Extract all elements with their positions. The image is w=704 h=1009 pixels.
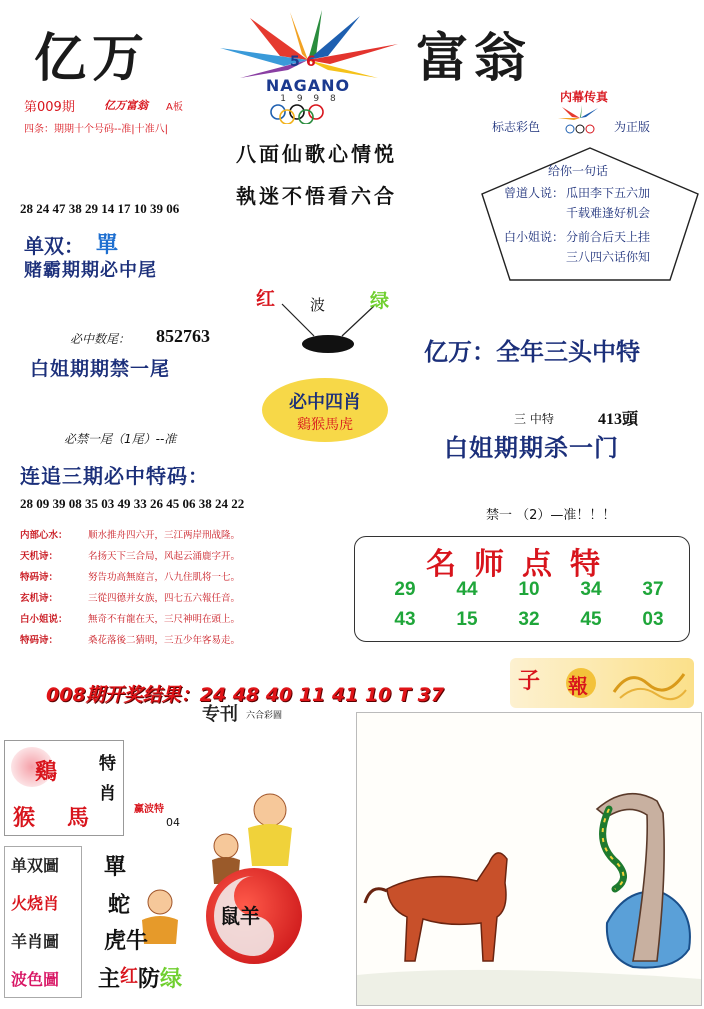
- chart-2: 火烧肖: [11, 894, 60, 913]
- couplet-line-1: 八面仙歌心情悦: [236, 142, 397, 166]
- svg-text:6: 6: [306, 54, 316, 70]
- four-zodiac-animals: 鷄猴馬虎: [297, 417, 353, 433]
- issue-rule: 四条：期期十个号码--准|十准八|: [24, 124, 168, 135]
- poem-text: 三從四德并女族，四七五六報任音。: [88, 593, 241, 604]
- odd-even-value: 單: [96, 233, 119, 258]
- poem-list: [20, 520, 340, 653]
- fax-left: 标志彩色: [492, 120, 541, 134]
- issue-brand: 亿万富翁: [104, 99, 148, 112]
- result-line: 008期开奖结果：24 48 40 11 41 10 T 37: [46, 684, 445, 706]
- magazine-title: 专刊: [202, 704, 238, 725]
- four-zodiac-title: 必中四肖: [289, 392, 361, 413]
- poem-text: 努告功高無庭言，八九住肌将一七。: [88, 572, 241, 583]
- couplet-line-2: 執迷不悟看六合: [236, 184, 397, 208]
- predict-dan: 單: [104, 855, 127, 880]
- poem-label: 白小姐说：: [20, 614, 68, 625]
- speaker-1-line-2: 千载难逢好机会: [566, 206, 651, 220]
- yin-yang-circle: [206, 868, 302, 964]
- issue-label: 第009期: [24, 100, 75, 115]
- numbers-mid: 28 09 39 08 35 03 49 33 26 45 06 38 24 22: [20, 496, 245, 511]
- must-tail-value: 852763: [156, 326, 210, 346]
- master-number: 45: [580, 609, 602, 630]
- ban-one: 禁一 （2）—准！！！: [486, 508, 616, 523]
- chart-3: 羊肖圖: [11, 932, 60, 951]
- fax-title: 内幕传真: [560, 90, 609, 104]
- master-number: 44: [456, 579, 478, 600]
- poem-text: 無奇不有龍在天，三尺神明在頭上。: [88, 614, 241, 625]
- poem-row: [20, 527, 340, 541]
- zodiac-ji: 鷄: [35, 759, 58, 785]
- logo-text: NAGANO: [265, 76, 351, 95]
- lang-badge-text: 赢波特: [134, 804, 164, 815]
- predict-shu-yang: 鼠羊: [220, 904, 260, 928]
- logo-year: 1 9 9 8: [280, 94, 340, 104]
- predict-hu-niu: 虎牛: [104, 929, 149, 954]
- small-logo-icon: [554, 104, 606, 136]
- predict-fang: 防: [138, 967, 161, 992]
- magazine-sub: 六合彩圖: [246, 711, 283, 721]
- poem-label: 内部心水：: [20, 530, 68, 541]
- zodiac-ma: 馬: [67, 805, 90, 831]
- zi-char: 子: [518, 668, 541, 694]
- tail-line: 赌霸期期必中尾: [24, 260, 157, 281]
- predict-lv: 绿: [160, 967, 183, 992]
- master-number: 43: [394, 609, 416, 630]
- lang-badge: [122, 800, 192, 832]
- magazine-header: [154, 700, 340, 724]
- zodiac-vertical: 特肖: [99, 754, 116, 804]
- zodiac-box: [4, 740, 124, 836]
- ban-tail-line: 白姐期期禁一尾: [30, 358, 171, 380]
- wave-mid: 波: [310, 296, 326, 314]
- predict-she: 蛇: [108, 893, 131, 918]
- poem-text: 桑花落後二猜明，三五少年客易走。: [88, 635, 241, 646]
- four-zodiac-badge: [262, 378, 388, 442]
- master-number: 29: [394, 579, 416, 600]
- fax-box: [488, 84, 668, 140]
- master-box: [354, 536, 690, 642]
- lang-badge-sub: 04: [166, 816, 180, 829]
- poem-label: 特码诗：: [20, 635, 59, 646]
- three-head-label: 三 中特: [514, 412, 554, 426]
- poem-row: [20, 548, 340, 562]
- wave-red: 红: [256, 288, 276, 310]
- master-number: 03: [642, 609, 664, 630]
- poem-text: 顺水推舟四六开，三江两岸刑战隆。: [88, 530, 241, 541]
- ban-one-tail: 必禁一尾（1尾）--准: [64, 432, 177, 446]
- predict-zhu: 主: [98, 967, 121, 992]
- speaker-1-line-1: 瓜田李下五六加: [566, 186, 651, 200]
- master-row-2: [379, 609, 679, 631]
- master-number: 32: [518, 609, 540, 630]
- numbers-top: 28 24 47 38 29 14 17 10 39 06: [20, 201, 180, 216]
- master-title: 名师点特: [426, 547, 618, 582]
- predict-hong: 红: [120, 966, 139, 987]
- master-number: 10: [518, 579, 540, 600]
- master-row-1: [379, 579, 679, 601]
- wave-green: 绿: [370, 290, 390, 312]
- wave-graphic: [252, 284, 402, 360]
- illustration-panel: [356, 712, 702, 1006]
- pentagon-box: [478, 144, 702, 284]
- master-number: 37: [642, 579, 664, 600]
- poem-label: 天机诗：: [20, 551, 59, 562]
- title-left: 亿万: [34, 28, 151, 89]
- zi-bao-banner: [510, 658, 694, 708]
- special-title: 连追三期必中特码：: [20, 464, 209, 488]
- poem-label: 玄机诗：: [20, 593, 59, 604]
- olympic-rings-icon: [266, 104, 352, 124]
- dog-snake-tree-icon: [357, 713, 701, 1005]
- must-tail-label: 必中数尾：: [70, 332, 131, 346]
- speaker-1: 曾道人说：: [504, 186, 565, 200]
- poem-row: [20, 632, 340, 646]
- zodiac-hou: 猴: [13, 805, 36, 831]
- predict-wave: [98, 962, 182, 993]
- chart-4: 波色圖: [11, 970, 60, 989]
- speaker-2: 白小姐说：: [504, 230, 565, 244]
- pentagon-title: 给你一句话: [548, 164, 609, 178]
- chart-1: 单双圖: [11, 856, 60, 875]
- poem-row: [20, 590, 340, 604]
- three-head-value: 413頭: [598, 411, 639, 428]
- charts-column: [4, 846, 82, 998]
- svg-text:5: 5: [290, 54, 300, 70]
- nagano-logo: [210, 8, 406, 124]
- title-right: 富翁: [416, 28, 533, 89]
- speaker-2-line-2: 三八四六话你知: [566, 250, 651, 264]
- slogan-right: 亿万：全年三头中特: [424, 338, 640, 366]
- bao-char: 報: [568, 674, 588, 698]
- master-number: 34: [580, 579, 602, 600]
- poem-text: 名扬天下三合局，风起云涌鹿字开。: [88, 551, 241, 562]
- kill-door: 白姐期期杀一门: [444, 434, 619, 462]
- poem-label: 特码诗：: [20, 572, 59, 583]
- dragon-icon: [610, 662, 690, 704]
- issue-grade: A板: [166, 102, 183, 113]
- poem-row: [20, 611, 340, 625]
- poem-row: [20, 569, 340, 583]
- master-number: 15: [456, 609, 478, 630]
- fax-right: 为正版: [614, 120, 651, 134]
- odd-even-label: 单双：: [24, 234, 84, 258]
- speaker-2-line-1: 分前合后天上挂: [566, 230, 651, 244]
